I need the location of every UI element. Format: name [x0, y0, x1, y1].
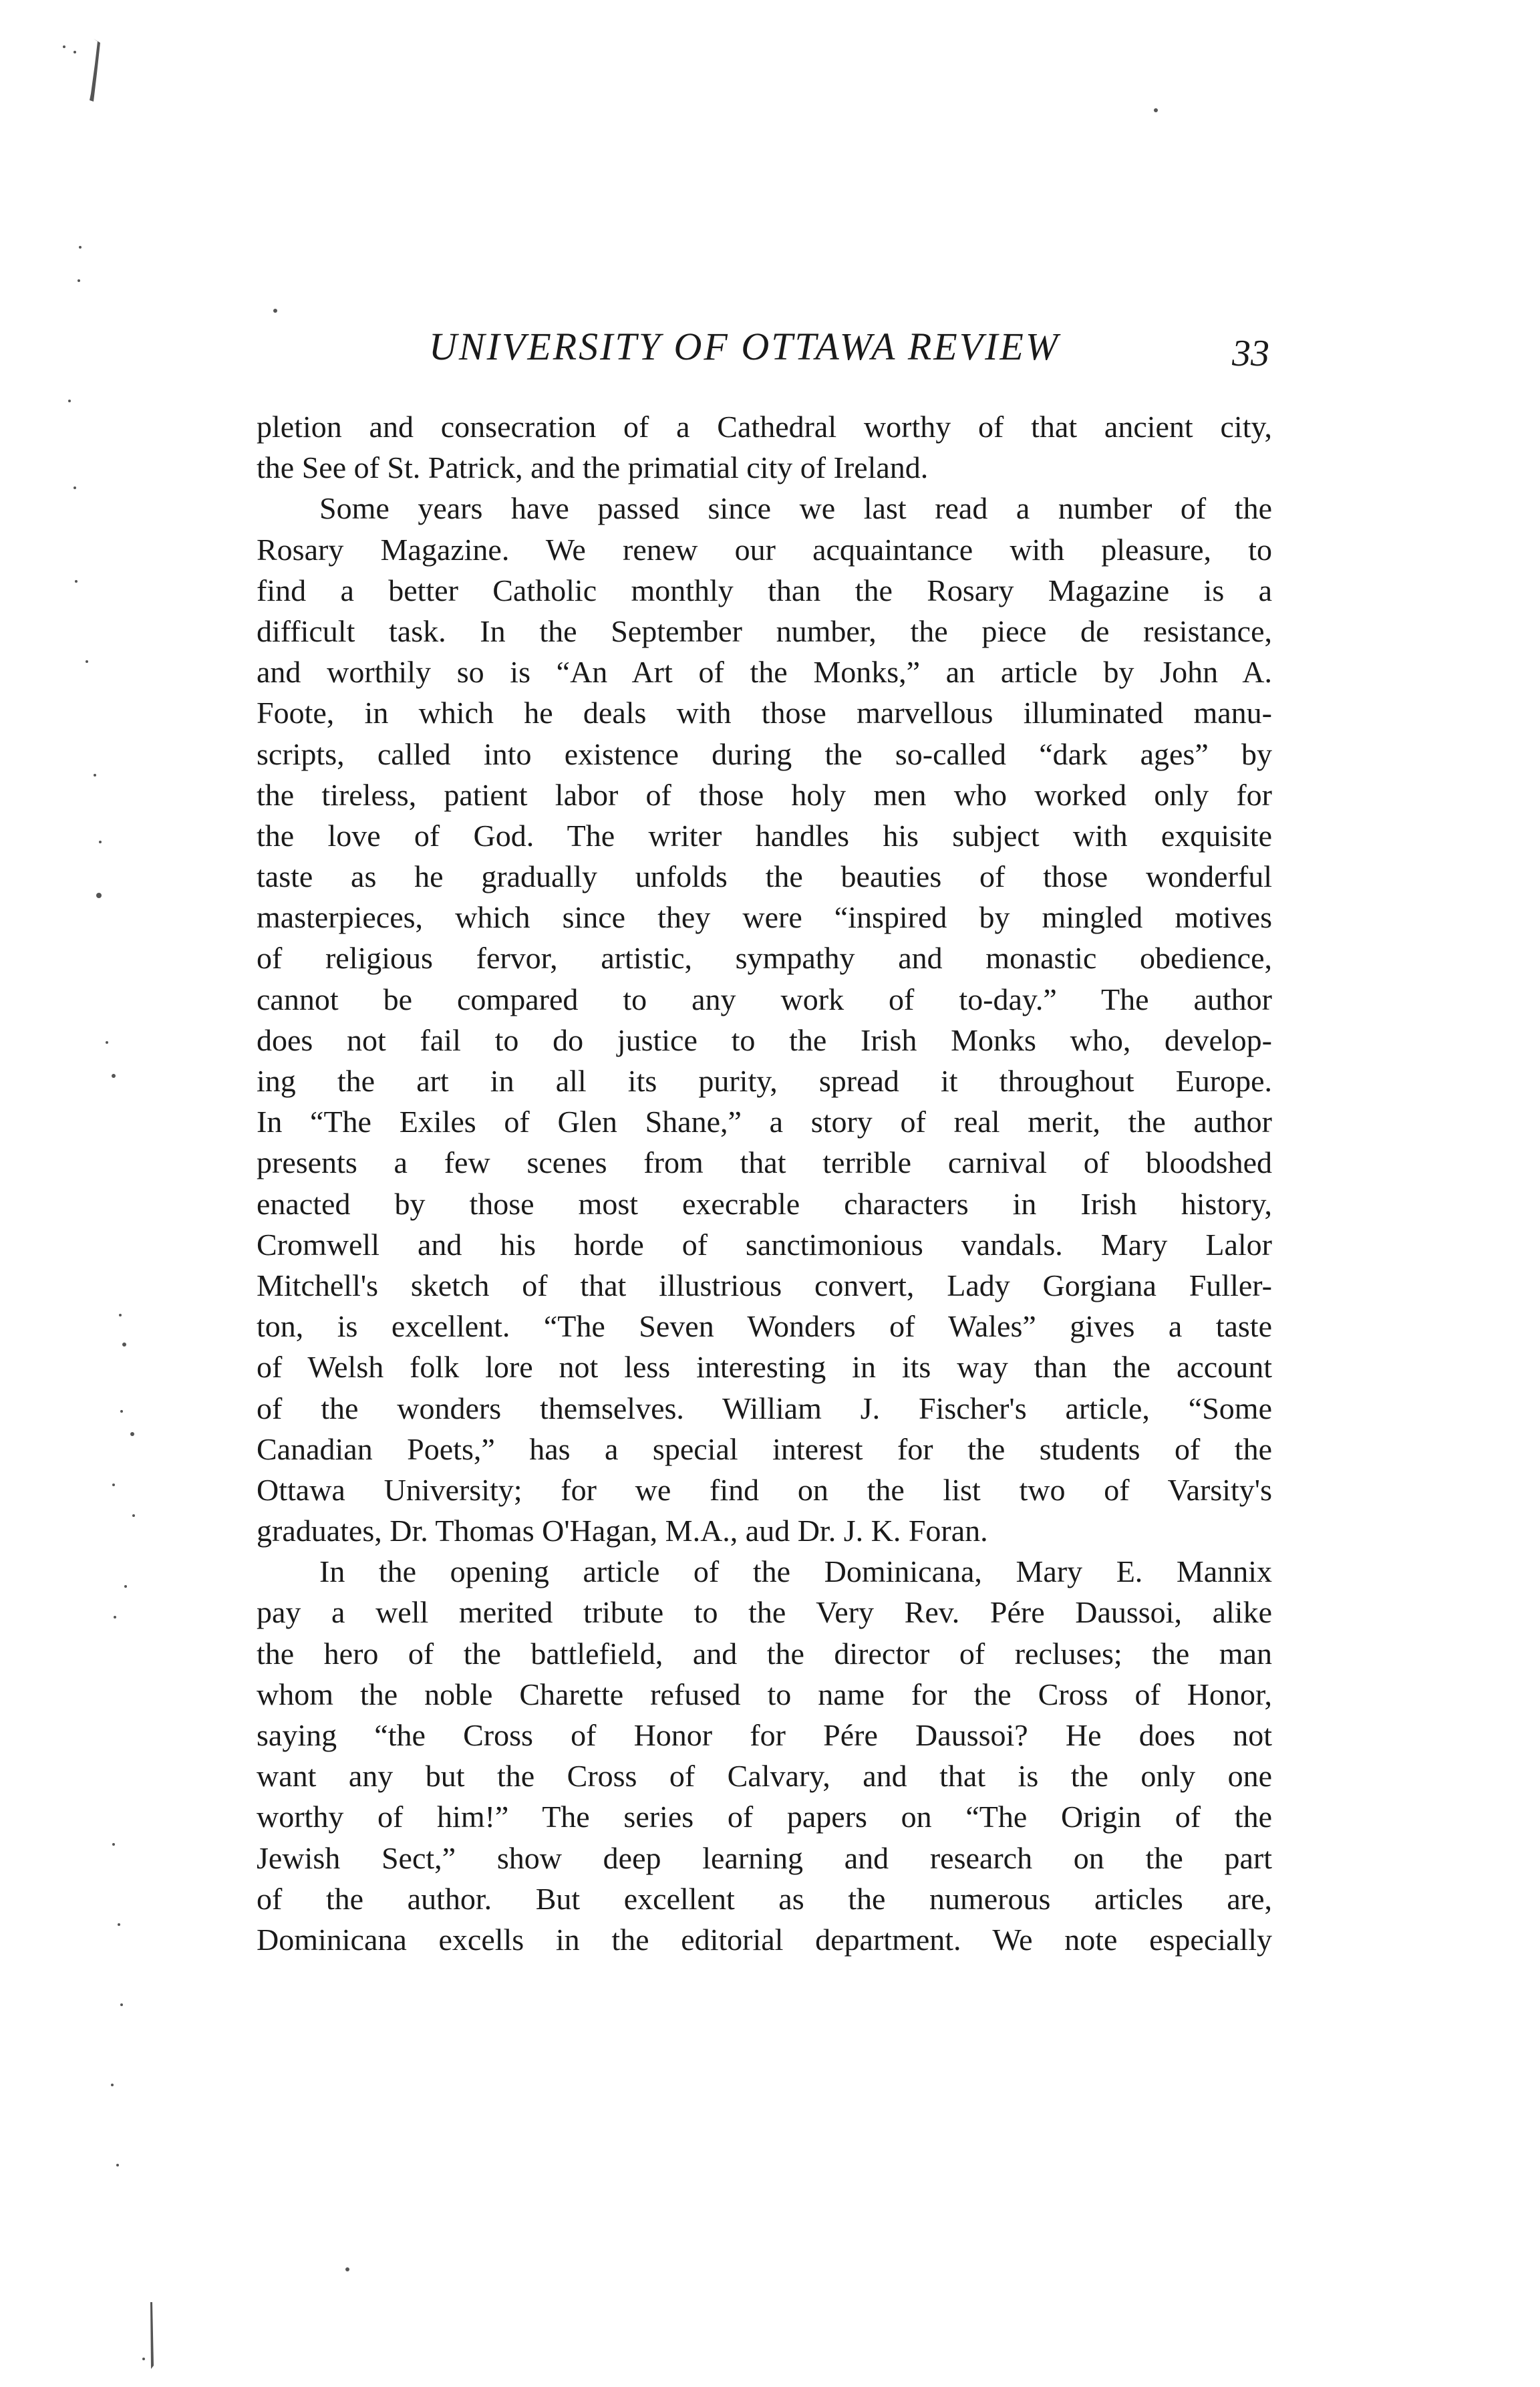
text-line: Dominicana excells in the editorial department. We note especially — [257, 1922, 1272, 1957]
text-line: In “The Exiles of Glen Shane,” a story of real merit, the author — [257, 1105, 1272, 1139]
text-line: Cromwell and his horde of sanctimonious vandals. Mary Lalor — [257, 1227, 1272, 1262]
text-line: and worthily so is “An Art of the Monks,” an article by John A. — [257, 655, 1272, 690]
text-line: want any but the Cross of Calvary, and that is the only one — [257, 1759, 1272, 1794]
page-number: 33 — [1232, 333, 1269, 374]
text-line: ing the art in all its purity, spread it throughout Europe. — [257, 1064, 1272, 1098]
text-line: cannot be compared to any work of to-day.” The author — [257, 982, 1272, 1016]
text-line: whom the noble Charette refused to name for the Cross of Honor, — [257, 1677, 1272, 1711]
text-line: the See of St. Patrick, and the primatial city of Ireland. — [257, 450, 929, 485]
text-line: Rosary Magazine. We renew our acquaintance with pleasure, to — [257, 532, 1272, 567]
text-line: In the opening article of the Dominicana, Mary E. Mannix — [319, 1554, 1272, 1589]
text-line: Jewish Sect,” show deep learning and research on the part — [257, 1840, 1272, 1875]
text-line: the love of God. The writer handles his subject with exquisite — [257, 818, 1272, 853]
text-line: ton, is excellent. “The Seven Wonders of Wales” gives a taste — [257, 1309, 1272, 1344]
text-line: graduates, Dr. Thomas O'Hagan, M.A., aud Dr. J. K. Foran. — [257, 1514, 988, 1548]
text-line: of the wonders themselves. William J. Fischer's article, “Some — [257, 1391, 1272, 1425]
text-line: Canadian Poets,” has a special interest for the students of the — [257, 1431, 1272, 1466]
text-line: the tireless, patient labor of those holy men who worked only for — [257, 777, 1272, 812]
text-line: the hero of the battlefield, and the director of recluses; the man — [257, 1636, 1272, 1671]
journal-title: UNIVERSITY OF OTTAWA REVIEW — [429, 325, 1060, 368]
text-line: find a better Catholic monthly than the Rosary Magazine is a — [257, 573, 1272, 607]
text-line: pletion and consecration of a Cathedral worthy of that ancient city, — [257, 410, 1272, 444]
text-line: of Welsh folk lore not less interesting in its way than the account — [257, 1350, 1272, 1385]
text-line: Some years have passed since we last read a number of the — [319, 491, 1272, 526]
text-line: does not fail to do justice to the Irish Monks who, develop- — [257, 1022, 1272, 1057]
text-line: Mitchell's sketch of that illustrious convert, Lady Gorgiana Fuller- — [257, 1268, 1272, 1302]
text-line: enacted by those most execrable characters in Irish history, — [257, 1186, 1272, 1221]
text-line: taste as he gradually unfolds the beauties of those wonderful — [257, 859, 1272, 894]
text-line: of religious fervor, artistic, sympathy and monastic obedience, — [257, 941, 1272, 976]
text-line: difficult task. In the September number, the piece de resistance, — [257, 613, 1272, 648]
text-line: Foote, in which he deals with those marvellous illuminated manu- — [257, 696, 1272, 730]
text-line: saying “the Cross of Honor for Pére Daussoi? He does not — [257, 1718, 1272, 1752]
running-header — [254, 324, 1276, 384]
text-line: presents a few scenes from that terrible carnival of bloodshed — [257, 1145, 1272, 1180]
text-line: Ottawa University; for we find on the list two of Varsity's — [257, 1472, 1272, 1507]
text-line: masterpieces, which since they were “inspired by mingled motives — [257, 900, 1272, 935]
text-line: scripts, called into existence during the so-called “dark ages” by — [257, 736, 1272, 771]
body-text — [257, 406, 1272, 1960]
text-line: worthy of him!” The series of papers on “The Origin of the — [257, 1800, 1272, 1834]
text-line: pay a well merited tribute to the Very Rev. Pére Daussoi, alike — [257, 1595, 1272, 1630]
text-line: of the author. But excellent as the numerous articles are, — [257, 1881, 1272, 1916]
